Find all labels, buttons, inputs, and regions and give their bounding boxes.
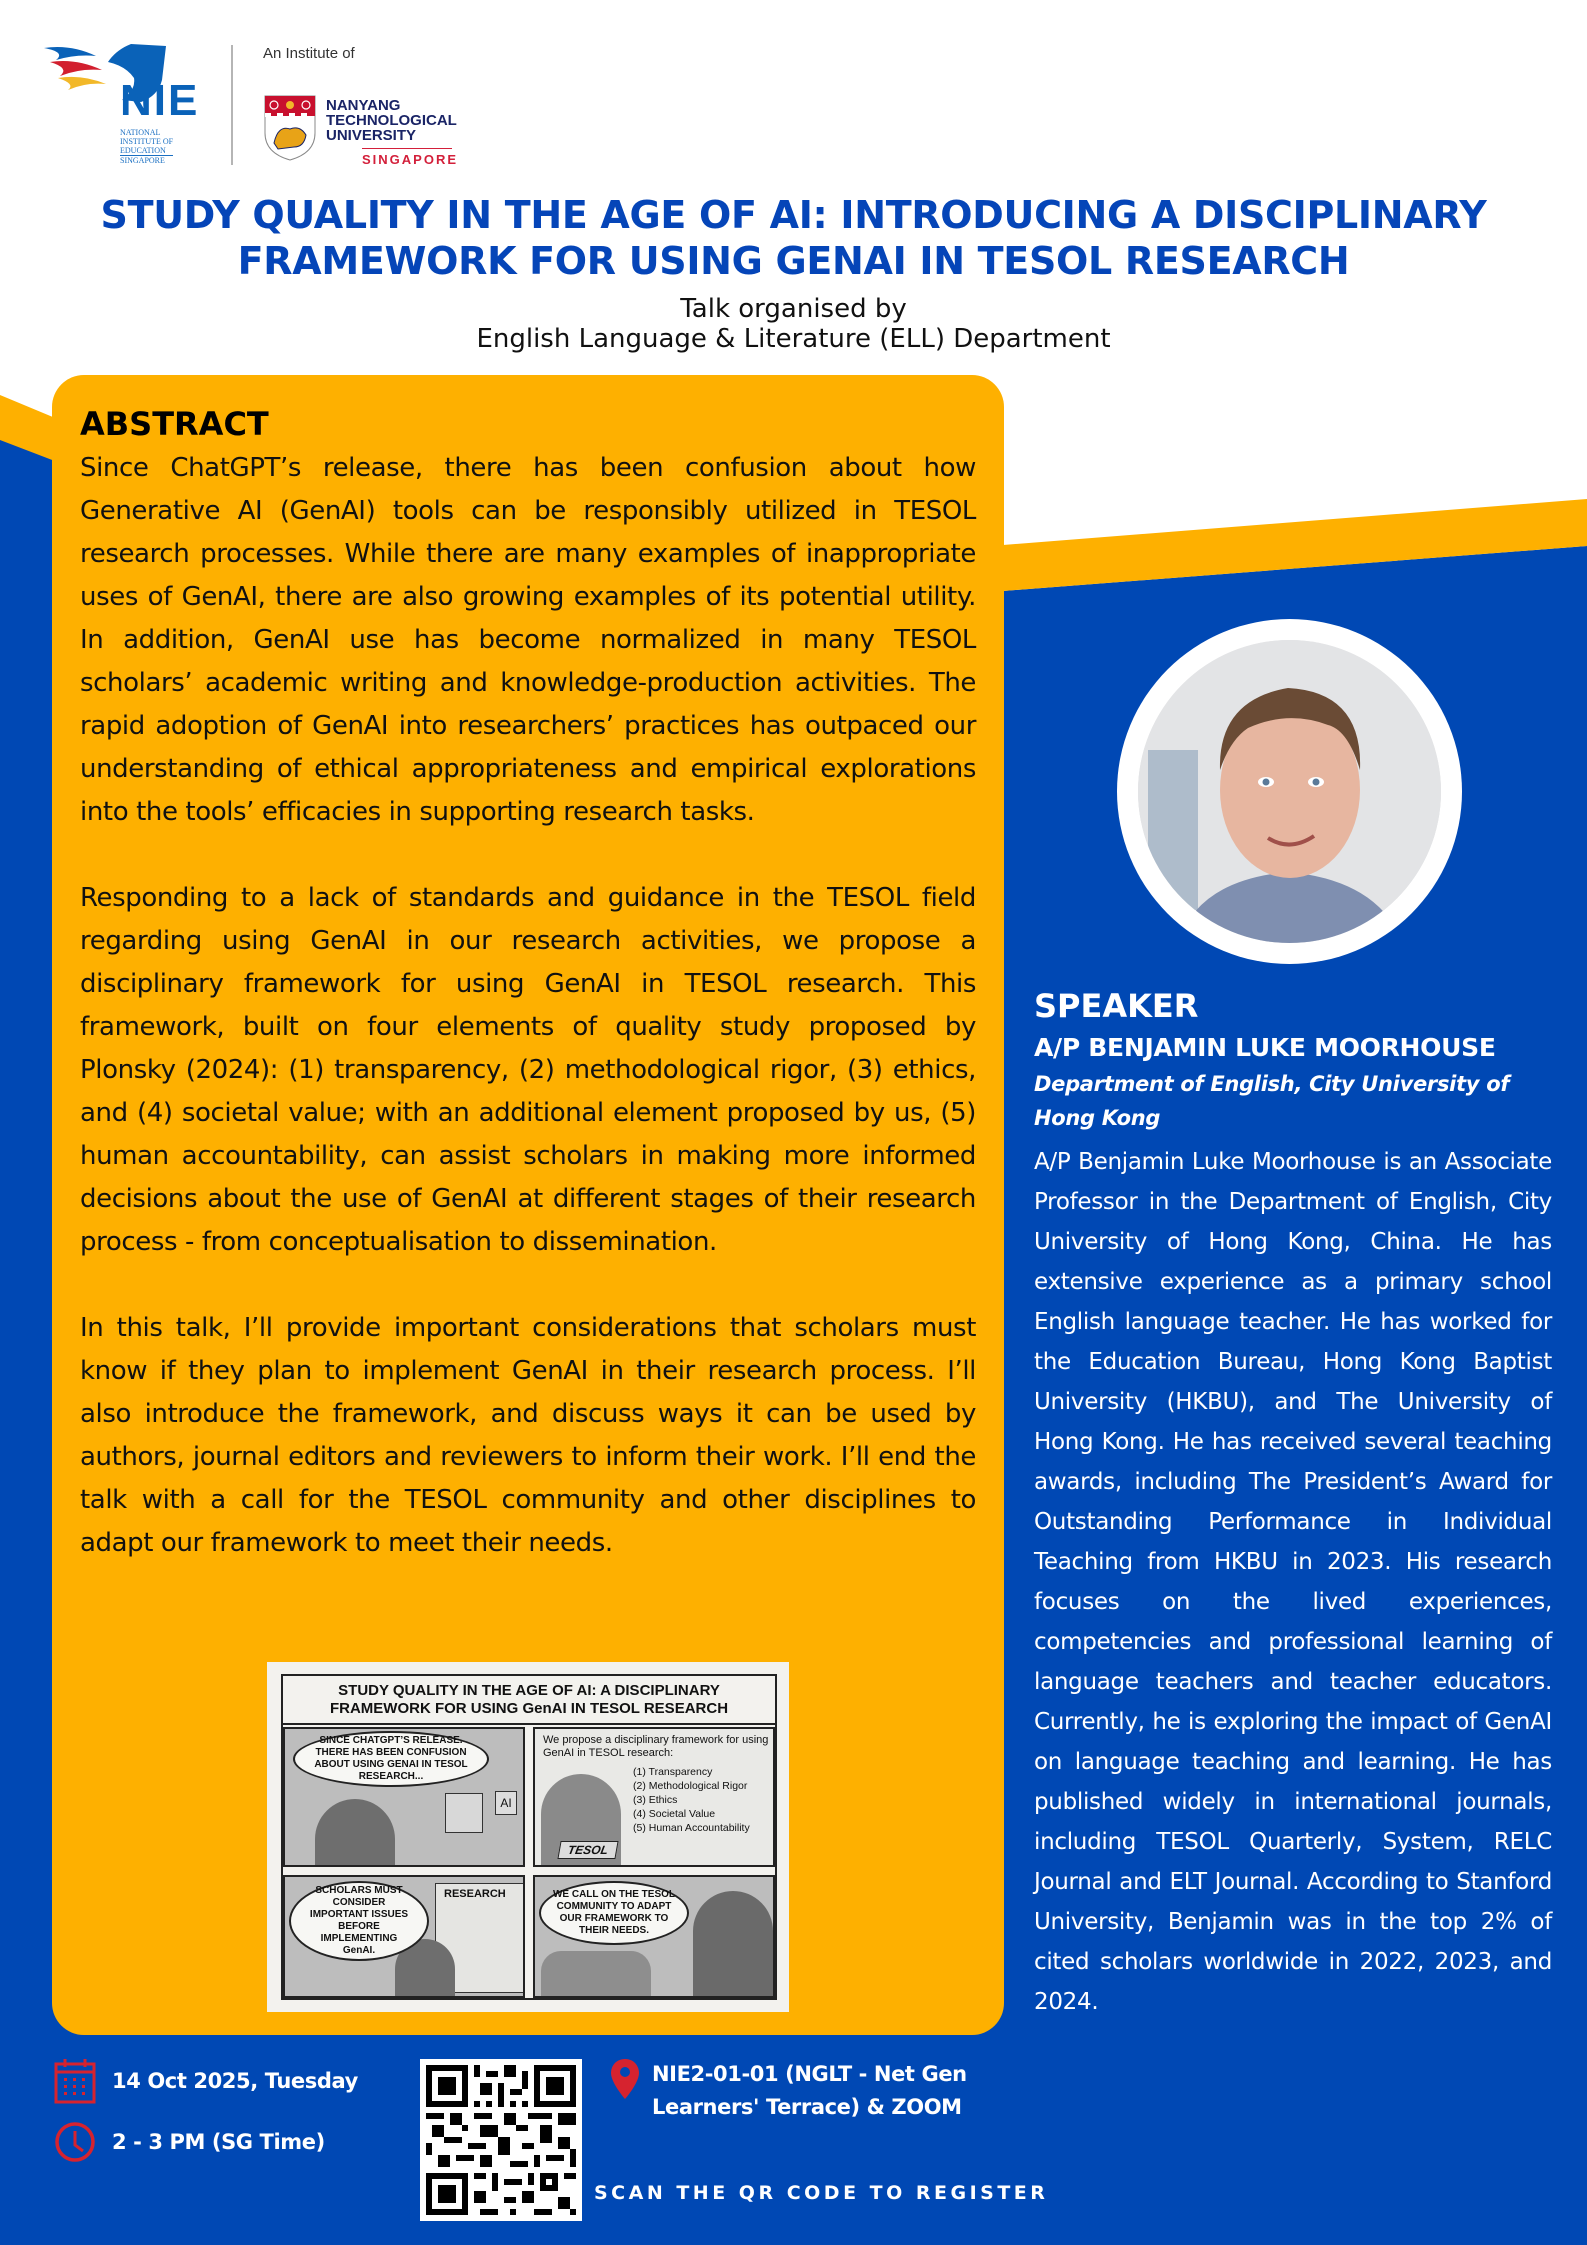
woman-figure xyxy=(315,1799,395,1867)
speaker-bio: A/P Benjamin Luke Moorhouse is an Associate Professor in the Department of English, City University of Hong Kong, China. He has extensive experience as a primary school English language teacher. He has worked for the Education Bureau, Hong Kong Baptist University (HKBU), and The University of Hong Kong. He has received several teaching awards, including The President’s Award for Outstanding Performance in Individual Teaching from HKBU in 2023. His research focuses on the lived experiences, competencies and professional learning of language teachers and teacher educators. Currently, he is exploring the impact of GenAI on language teaching and learning. He has published widely in international journals, including TESOL Quarterly, System, RELC Journal and ELT Journal. According to Stanford University, Benjamin was in the top 2% of cited scholars worldwide in 2022, 2023, and 2024. xyxy=(1034,1149,1552,2015)
speaker-heading: SPEAKER xyxy=(1034,987,1199,1025)
abstract-paragraph: In this talk, I’ll provide important considerations that scholars must know if they plan to implement GenAI in their research process. I’ll also introduce the framework, and discuss ways it can be used by authors, journal editors and reviewers to inform their work. I’ll end the talk with a call for the TESOL community and other disciplines to adapt our framework to meet their needs. xyxy=(80,1313,976,1558)
title-line-2: FRAMEWORK FOR USING GENAI IN TESOL RESEARCH xyxy=(237,239,1350,283)
title-line-1: STUDY QUALITY IN THE AGE OF AI: INTRODUCING A DISCIPLINARY xyxy=(100,193,1487,237)
framework-item: (2) Methodological Rigor xyxy=(633,1780,748,1792)
abstract-paragraph: Responding to a lack of standards and guidance in the TESOL field regarding using GenAI in our research activities, we propose a disciplinary framework for using GenAI in TESOL research. This framework, built on four elements of quality study proposed by Plonsky (2024): (1) transparency, (2) methodological rigor, (3) ethics, and (4) societal value; with an additional element proposed by us, (5) human accountability, can assist scholars in making more informed decisions about the use of GenAI at different stages of their research process - from conceptualisation to dissemination. xyxy=(80,883,976,1257)
nie-line: NATIONAL xyxy=(120,128,161,137)
speech-bubble: SCHOLARS MUST CONSIDER IMPORTANT ISSUES BEFORE IMPLEMENTING GenAI. xyxy=(289,1881,429,1961)
abstract-body xyxy=(80,447,976,1565)
map-pin-icon xyxy=(610,2058,640,2100)
framework-item: (1) Transparency xyxy=(633,1766,713,1778)
nie-line: EDUCATION xyxy=(120,146,166,155)
framework-list xyxy=(633,1765,750,1835)
tesol-laptop-label: TESOL xyxy=(557,1841,618,1859)
nie-wordmark: NIE xyxy=(120,76,200,125)
event-date xyxy=(54,2058,358,2104)
abstract-paragraph: Since ChatGPT’s release, there has been confusion about how Generative AI (GenAI) tools can be responsibly utilized in TESOL research processes. While there are many examples of inappropriate uses of GenAI, there are also growing examples of its potential utility. In addition, GenAI use has become normalized in many TESOL scholars’ academic writing and knowledge-production activities. The rapid adoption of GenAI into researchers’ practices has outpaced our understanding of ethical appropriateness and empirical explorations into the tools’ efficacies in supporting research tasks. xyxy=(80,453,976,827)
ntu-country: SINGAPORE xyxy=(362,152,459,167)
man-with-glasses-figure xyxy=(693,1891,773,1998)
ai-tag: AI xyxy=(495,1791,517,1815)
event-time-text: 2 - 3 PM (SG Time) xyxy=(112,2130,325,2154)
event-venue-text xyxy=(652,2058,967,2124)
institute-of-label: An Institute of xyxy=(263,45,355,62)
comic-title-line: STUDY QUALITY IN THE AGE OF AI: A DISCIPLINARY xyxy=(338,1682,720,1699)
speaker-photo xyxy=(1138,640,1441,943)
ntu-line: UNIVERSITY xyxy=(326,127,417,144)
event-venue xyxy=(610,2058,967,2124)
audience-figures xyxy=(541,1951,651,1998)
logo-divider xyxy=(231,45,233,165)
event-time xyxy=(54,2120,325,2164)
comic-title xyxy=(283,1676,775,1725)
venue-line: NIE2-01-01 (NGLT - Net Gen xyxy=(652,2062,967,2086)
ntu-crest-icon xyxy=(264,95,316,161)
framework-item: (5) Human Accountability xyxy=(633,1822,750,1834)
abstract-heading: ABSTRACT xyxy=(80,405,269,443)
speaker-portrait-icon xyxy=(1138,640,1441,943)
framework-item: (4) Societal Value xyxy=(633,1808,716,1820)
ntu-line: TECHNOLOGICAL xyxy=(326,112,457,129)
comic-panel-2 xyxy=(533,1727,775,1867)
panel-2-intro: We propose a disciplinary framework for using GenAI in TESOL research: xyxy=(543,1734,769,1759)
organiser xyxy=(0,294,1587,354)
comic-panel-4 xyxy=(533,1875,775,1998)
clock-icon xyxy=(54,2120,96,2164)
comic-panel-3 xyxy=(283,1875,525,1998)
header-logos xyxy=(36,40,459,170)
event-date-text: 14 Oct 2025, Tuesday xyxy=(112,2069,358,2093)
robot-screen xyxy=(445,1793,483,1833)
calendar-icon xyxy=(54,2058,96,2104)
venue-line: Learners' Terrace) & ZOOM xyxy=(652,2095,962,2119)
qr-code-icon[interactable] xyxy=(426,2065,576,2215)
ntu-line: NANYANG xyxy=(326,97,401,114)
ntu-name xyxy=(326,98,457,143)
organiser-department: English Language & Literature (ELL) Department xyxy=(476,324,1111,354)
page-title xyxy=(0,192,1587,284)
registration-qr-code[interactable] xyxy=(420,2059,582,2221)
speech-bubble: SINCE CHATGPT’S RELEASE. THERE HAS BEEN CONFUSION ABOUT USING GENAI IN TESOL RESEARCH... xyxy=(293,1731,489,1787)
ntu-divider xyxy=(362,148,452,149)
comic-illustration xyxy=(267,1662,789,2012)
speaker-affiliation: Department of English, City University of Hong Kong xyxy=(1034,1072,1510,1130)
speaker-name: A/P BENJAMIN LUKE MOORHOUSE xyxy=(1034,1033,1496,1062)
comic-title-line: FRAMEWORK FOR USING GenAI IN TESOL RESEARCH xyxy=(329,1700,729,1717)
research-board-label: RESEARCH xyxy=(444,1888,506,1900)
nie-line: INSTITUTE OF xyxy=(120,137,174,146)
register-cta: SCAN THE QR CODE TO REGISTER xyxy=(594,2182,1049,2204)
nie-fullname xyxy=(120,128,173,165)
comic-frame xyxy=(281,1674,777,2000)
organised-by-label: Talk organised by xyxy=(680,294,907,324)
nie-line: SINGAPORE xyxy=(120,155,173,165)
comic-panel-1 xyxy=(283,1727,525,1867)
framework-item: (3) Ethics xyxy=(633,1794,678,1806)
speech-bubble: WE CALL ON THE TESOL COMMUNITY TO ADAPT OUR FRAMEWORK TO THEIR NEEDS. xyxy=(539,1881,689,1945)
